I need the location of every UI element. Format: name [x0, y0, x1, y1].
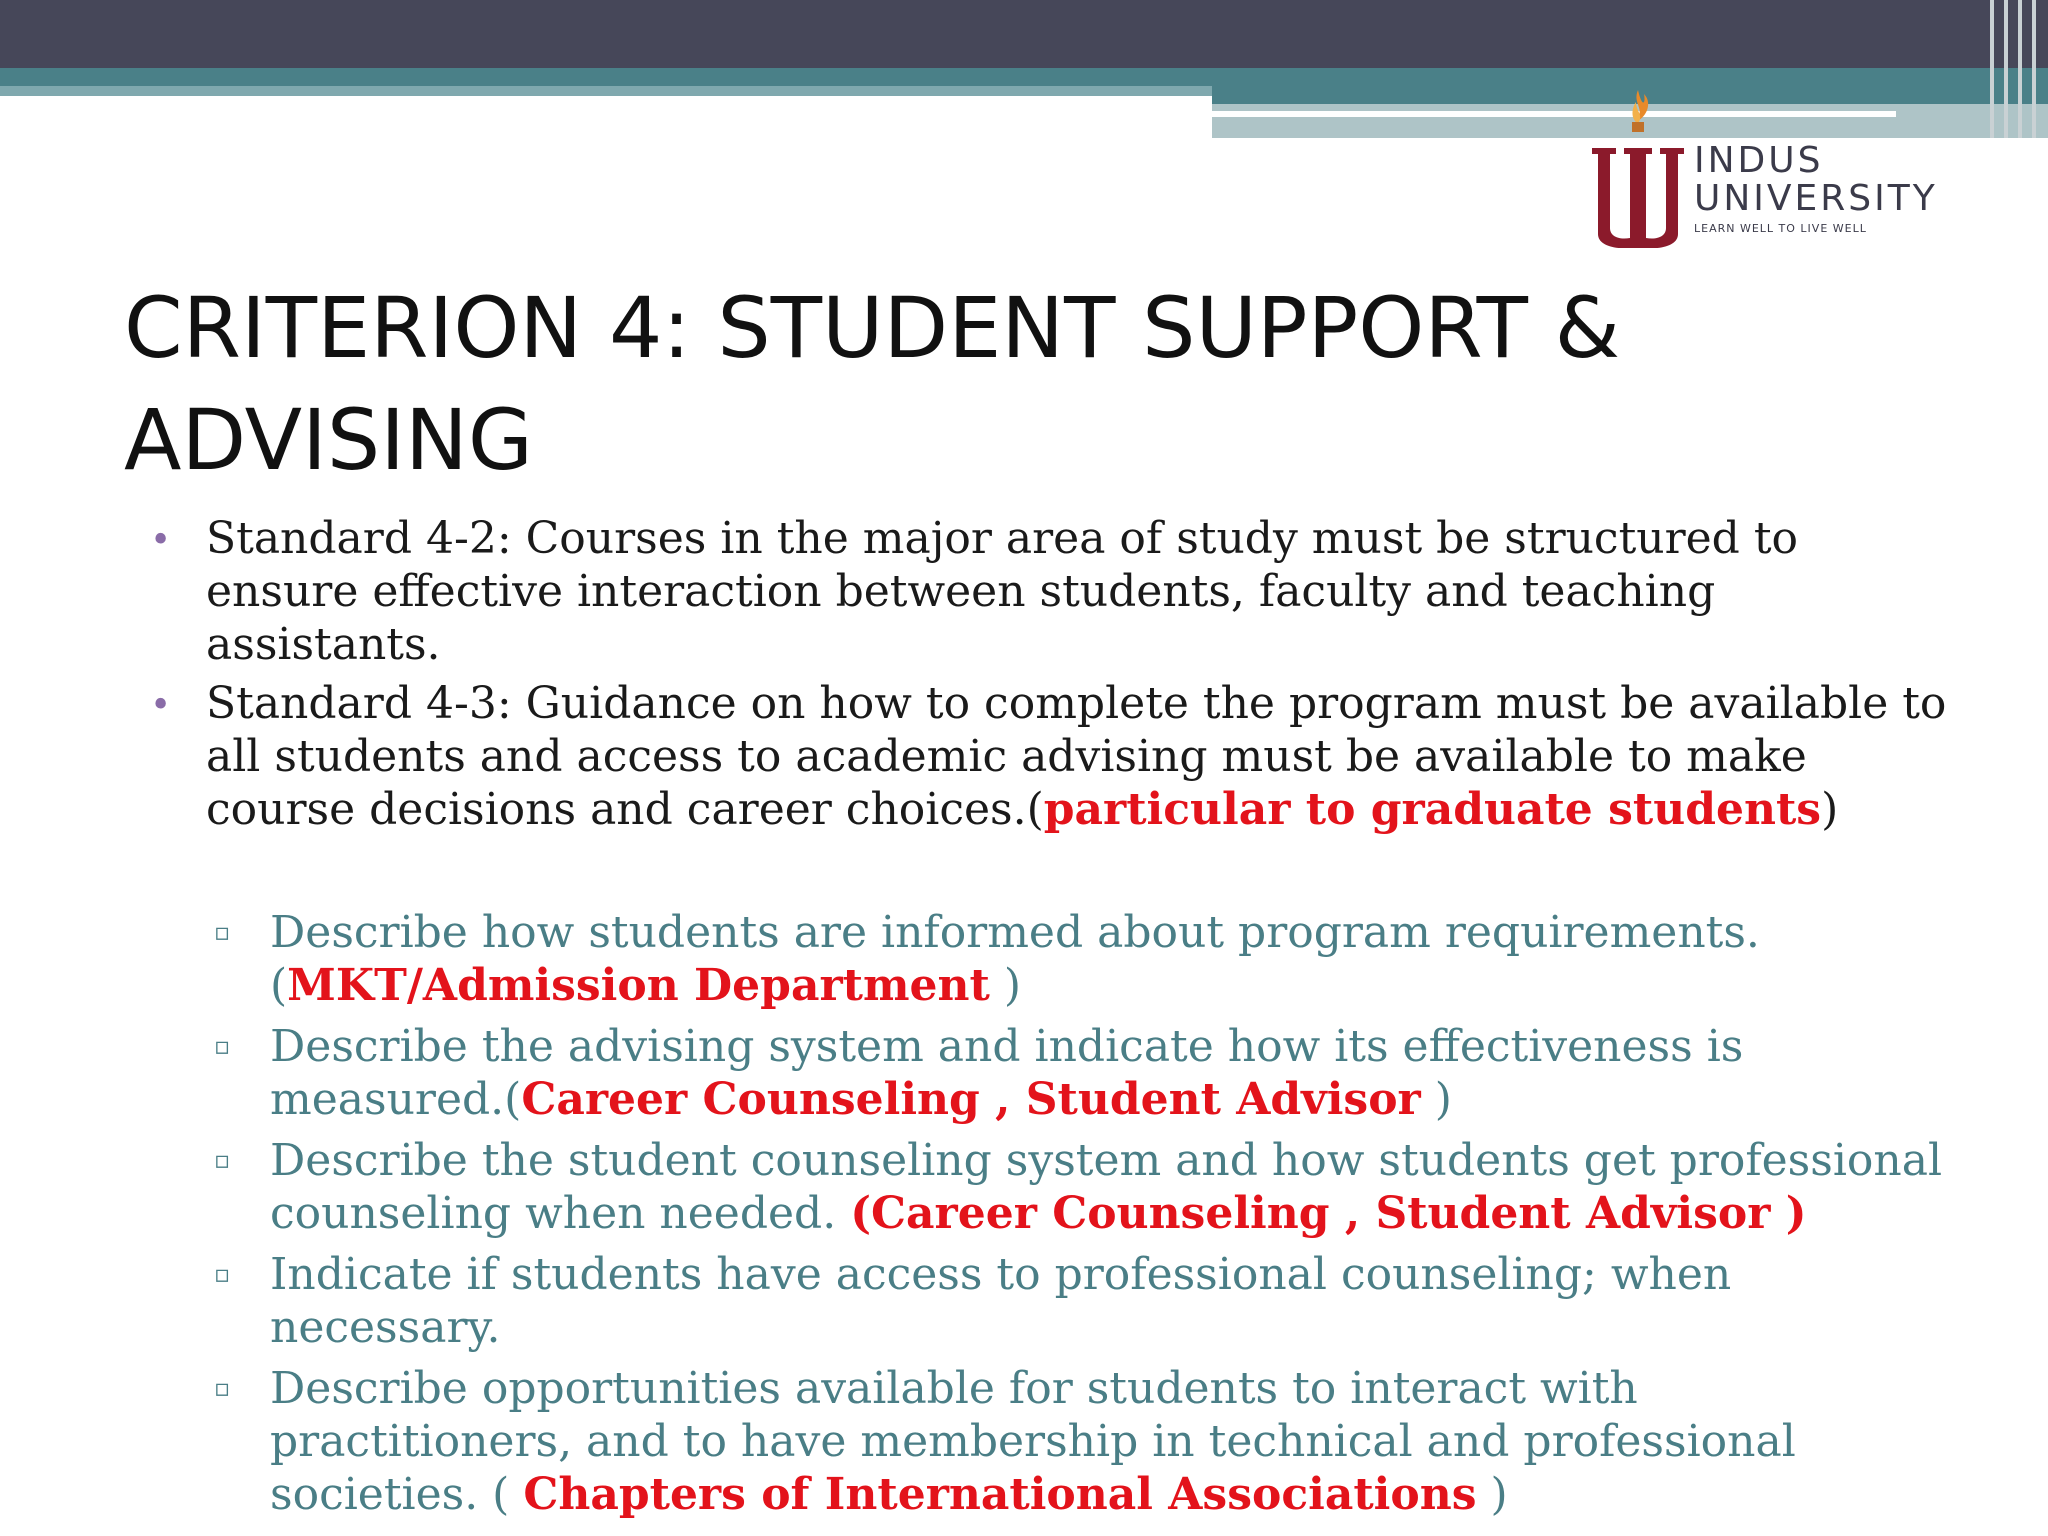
bullet-dot-icon: •	[150, 520, 172, 561]
university-logo	[1586, 88, 2006, 248]
sub-item-highlight: (Career Counseling , Student Advisor )	[850, 1188, 1807, 1239]
sub-item-text: Describe opportunities available for students to interact with practitioners, and to have membership in technical and professional societies. (	[270, 1363, 1796, 1520]
sub-item-text: Describe the student counseling system and how students get professional counseling when needed.	[270, 1135, 1943, 1239]
sub-item-highlight: Chapters of International Associations	[523, 1469, 1477, 1520]
sub-item	[150, 1020, 1950, 1126]
standard-suffix: )	[1821, 784, 1839, 835]
sub-item	[150, 1362, 1950, 1521]
bullet-square-icon: ▫	[214, 1260, 231, 1288]
edge-stripe	[2032, 0, 2036, 138]
logo-name-line2: UNIVERSITY	[1694, 178, 1938, 219]
sub-item	[150, 906, 1950, 1012]
slide-title-line2: ADVISING	[124, 391, 533, 489]
sub-item-highlight: Career Counseling , Student Advisor	[521, 1074, 1421, 1125]
sub-item-suffix: )	[989, 960, 1021, 1011]
bullet-dot-icon: •	[150, 685, 172, 726]
bullet-square-icon: ▫	[214, 1374, 231, 1402]
logo-wordmark	[1694, 142, 1938, 235]
header-accent-thin	[0, 86, 1212, 96]
bullet-square-icon: ▫	[214, 918, 231, 946]
sub-item-text: Indicate if students have access to professional counseling; when necessary.	[270, 1249, 1732, 1353]
spacer	[150, 842, 1950, 906]
university-emblem-icon	[1586, 88, 1696, 248]
sub-item-highlight: MKT/Admission Department	[287, 960, 990, 1011]
slide-title	[124, 272, 1884, 496]
logo-name-line1: INDUS	[1694, 140, 1824, 181]
slide-body	[150, 512, 1950, 1529]
standard-highlight: particular to graduate students	[1043, 784, 1822, 835]
logo-tagline: LEARN WELL TO LIVE WELL	[1694, 222, 1867, 235]
edge-stripe	[2018, 0, 2022, 138]
header-band	[0, 0, 2048, 68]
sub-item-text: Describe the advising system and indicate how its effectiveness is measured.(	[270, 1021, 1744, 1125]
sub-item-text: Describe how students are informed about program requirements.(	[270, 907, 1760, 1011]
bullet-square-icon: ▫	[214, 1146, 231, 1174]
sub-item	[150, 1248, 1950, 1354]
sub-item-suffix: )	[1420, 1074, 1452, 1125]
header-accent-band	[0, 68, 1212, 86]
bullet-square-icon: ▫	[214, 1032, 231, 1060]
standard-text: Standard 4-2: Courses in the major area of study must be structured to ensure effective interaction between students, faculty and teaching assistants.	[206, 513, 1798, 670]
standard-item	[150, 677, 1950, 836]
slide-title-line1: CRITERION 4: STUDENT SUPPORT &	[124, 279, 1621, 377]
sub-item	[150, 1134, 1950, 1240]
standard-item	[150, 512, 1950, 671]
standard-text: Standard 4-3: Guidance on how to complete the program must be available to all students and access to academic advising must be available to make course decisions and career choices.(	[206, 678, 1947, 835]
sub-item-suffix: )	[1476, 1469, 1508, 1520]
